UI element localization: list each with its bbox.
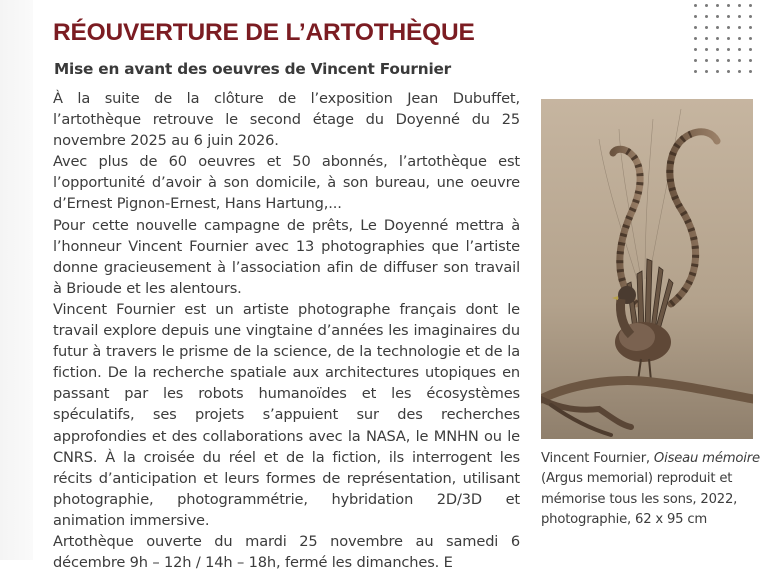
dot-icon [749,59,752,62]
dot-icon [705,15,708,18]
dot-icon [705,4,708,7]
caption-artwork-title: Oiseau mémoire [653,451,760,466]
artwork-photo [541,99,753,439]
dot-grid-icon [690,0,756,77]
dot-icon [716,4,719,7]
bird-photo-illustration [541,99,753,439]
dot-icon [749,26,752,29]
dot-icon [727,15,730,18]
dot-icon [705,37,708,40]
dot-icon [738,26,741,29]
dot-icon [705,48,708,51]
dot-icon [716,48,719,51]
dot-icon [749,48,752,51]
dot-icon [738,15,741,18]
artwork-caption [541,449,761,531]
dot-icon [705,59,708,62]
dot-icon [705,70,708,73]
paragraph-artist-bio: Vincent Fournier est un artiste photographe français dont le travail explore depuis une vingtaine d’années les imaginaires du futur à travers le prisme de la science, de la technologie et de la fiction. De la recherche spatiale aux architectures utopiques en passant par les robots humanoïdes et les écosystèmes spéculatifs, ses projets s’appuient sur des recherches approfondies et des collaborations avec la NASA, le MNHN ou le CNRS. À la croisée du réel et de la fiction, ils interrogent les récits d’anticipation et leurs formes de représentation, utilisant photographie, photogrammétrie, hybridation 2D/3D et animation immersive. [53,300,520,529]
dot-icon [716,15,719,18]
dot-icon [694,48,697,51]
dot-icon [694,26,697,29]
dot-icon [749,37,752,40]
dot-icon [727,37,730,40]
page-title: RÉOUVERTURE DE L’ARTOTHÈQUE [53,19,475,46]
dot-icon [727,59,730,62]
dot-icon [749,70,752,73]
article-body [53,88,520,573]
dot-icon [738,37,741,40]
dot-icon [716,70,719,73]
dot-icon [749,15,752,18]
dot-icon [694,4,697,7]
dot-icon [749,4,752,7]
dot-icon [694,15,697,18]
dot-icon [738,48,741,51]
dot-icon [694,70,697,73]
dot-icon [727,4,730,7]
dot-icon [738,70,741,73]
dot-icon [738,59,741,62]
paragraph-campaign: Pour cette nouvelle campagne de prêts, Le Doyenné mettra à l’honneur Vincent Fournier avec 13 photographies que l’artiste donne gracieusement à l’association afin de diffuser son travail à Brioude et les alentours. [53,216,520,297]
dot-icon [716,37,719,40]
dot-icon [727,26,730,29]
dot-icon [727,48,730,51]
dot-icon [694,59,697,62]
caption-artist: Vincent Fournier, [541,451,654,466]
paragraph-intro: À la suite de la clôture de l’exposition Jean Dubuffet, l’artothèque retrouve le second étage du Doyenné du 25 novembre 2025 au 6 juin 2026. [53,90,520,150]
paragraph-opening-hours: Artothèque ouverte du mardi 25 novembre au samedi 6 décembre 9h – 12h / 14h – 18h, fermé les dimanches. E [53,532,520,572]
page-subtitle: Mise en avant des oeuvres de Vincent Fournier [54,60,452,78]
page-margin-strip [0,0,33,560]
dot-icon [694,37,697,40]
paragraph-collection: Avec plus de 60 oeuvres et 50 abonnés, l’artothèque est l’opportunité d’avoir à son domicile, à son bureau, une oeuvre d’Ernest Pignon-Ernest, Hans Hartung,... [53,153,520,213]
dot-icon [727,70,730,73]
dot-icon [705,26,708,29]
caption-details: (Argus memorial) reproduit et mémorise tous les sons, 2022, photographie, 62 x 95 cm [541,471,738,528]
dot-icon [716,59,719,62]
dot-icon [716,26,719,29]
dot-icon [738,4,741,7]
